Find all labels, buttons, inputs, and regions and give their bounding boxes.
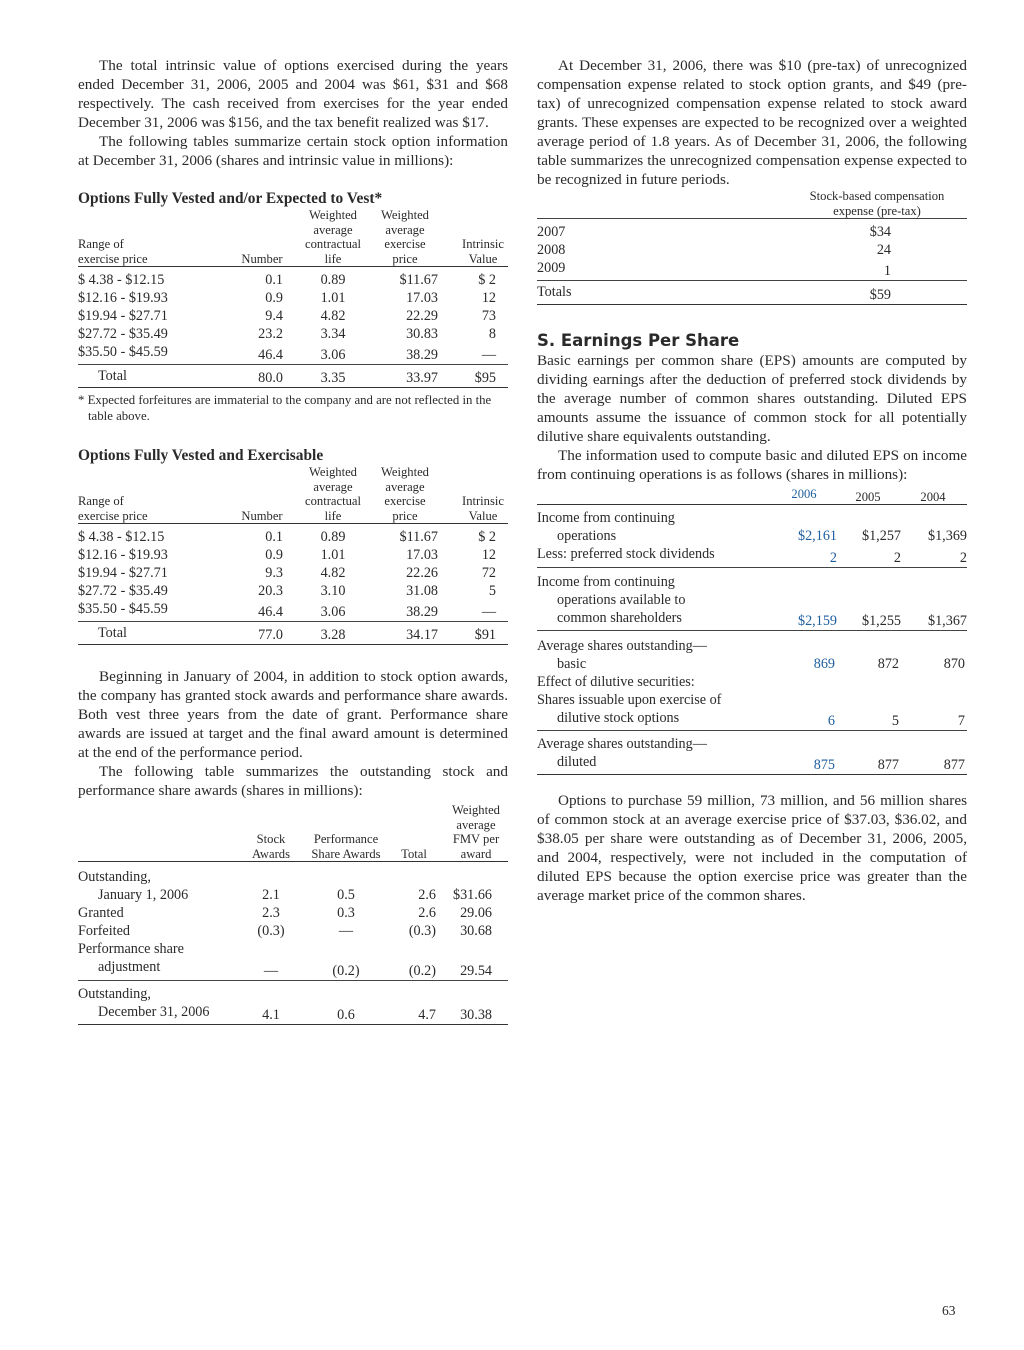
- table-cell: (0.3): [257, 923, 285, 939]
- table-cell: 3.10: [320, 583, 346, 599]
- table-cell: 31.08: [406, 583, 438, 599]
- table-cell: 22.29: [406, 308, 438, 324]
- table-cell: 12: [481, 290, 496, 306]
- table-cell: 4.82: [320, 565, 346, 581]
- compensation-expense-table: [537, 189, 967, 305]
- row-label: Outstanding,: [78, 986, 151, 1002]
- row-label: December 31, 2006: [98, 1004, 210, 1020]
- row-label: operations available to: [557, 592, 686, 608]
- table-cell: $59: [869, 287, 891, 303]
- row-label: Average shares outstanding—: [537, 736, 707, 752]
- table-cell: 2.6: [418, 887, 436, 903]
- table-cell: 0.1: [265, 529, 283, 545]
- row-label: January 1, 2006: [98, 887, 189, 903]
- table-cell: 0.3: [337, 905, 355, 921]
- table-cell: 870: [943, 656, 965, 672]
- table-cell: $11.67: [399, 529, 438, 545]
- table-cell: $1,367: [927, 613, 967, 629]
- table-cell: $ 4.38 - $12.15: [78, 529, 165, 545]
- table-cell: 30.38: [460, 1007, 492, 1023]
- row-label: basic: [557, 656, 587, 672]
- row-label: Effect of dilutive securities:: [537, 674, 695, 690]
- table-cell: 33.97: [406, 370, 438, 386]
- table-cell: 5: [488, 583, 496, 599]
- table-cell: 2: [829, 550, 837, 566]
- table-cell: 869: [813, 656, 835, 672]
- table-cell: —: [338, 923, 354, 939]
- table-cell: $11.67: [399, 272, 438, 288]
- row-label: Outstanding,: [78, 869, 151, 885]
- unrecognized-expense-paragraph: At December 31, 2006, there was $10 (pre-tax) of unrecognized compensation expense related to stock option grants, and $49 (pre-tax) of unrecognized compensation expense related to stock award grants. These expenses are expected to be recognized over a weighted average period of 1.8 years. As of December 31, 2006, the following table summarizes the unrecognized compensation expense expected to be recognized in future periods.: [537, 57, 967, 188]
- options-vested-exercisable-table: [78, 465, 508, 645]
- table-cell: 73: [481, 308, 496, 324]
- header-number: Number: [241, 251, 283, 266]
- row-label: Average shares outstanding—: [537, 638, 707, 654]
- table-cell: $1,257: [861, 528, 901, 544]
- table-cell: 875: [813, 757, 835, 773]
- table-cell: $31.66: [452, 887, 492, 903]
- table-cell: 9.3: [265, 565, 283, 581]
- table-cell: $12.16 - $19.93: [78, 290, 168, 306]
- table-cell: 80.0: [258, 370, 283, 386]
- eps-definition-paragraph: Basic earnings per common share (EPS) amounts are computed by dividing earnings after the deduction of preferred stock dividends by the average number of common shares outstanding. Diluted EPS amounts assume the issuance of common stock for all potentially dilutive share equivalents outstanding.: [537, 352, 967, 445]
- table-cell: 8: [488, 326, 496, 342]
- table-cell: 30.83: [406, 326, 438, 342]
- table-cell: 0.5: [337, 887, 355, 903]
- table-cell: 2: [959, 550, 967, 566]
- totals-label: Totals: [537, 284, 572, 300]
- table-cell: 38.29: [406, 604, 438, 620]
- table-cell: 38.29: [406, 347, 438, 363]
- total-label: Total: [98, 625, 127, 641]
- table-cell: $12.16 - $19.93: [78, 547, 168, 563]
- table-cell: 12: [481, 547, 496, 563]
- table-cell: 9.4: [265, 308, 283, 324]
- total-label: Total: [98, 368, 127, 384]
- header-range: Range of exercise price: [78, 237, 148, 266]
- table-cell: 2.3: [262, 905, 280, 921]
- table-cell: 4.1: [262, 1007, 280, 1023]
- awards-table-intro: The following table summarizes the outstanding stock and performance share awards (shares in millions):: [78, 763, 508, 799]
- table-cell: 877: [877, 757, 899, 773]
- table-cell: $ 2: [478, 272, 496, 288]
- right-column: [537, 56, 967, 905]
- header-value: Intrinsic Value: [462, 237, 504, 266]
- table-cell: 0.9: [265, 290, 283, 306]
- left-column: [78, 56, 508, 1025]
- row-label: Granted: [78, 905, 124, 921]
- table-cell: 17.03: [406, 547, 438, 563]
- table-cell: 17.03: [406, 290, 438, 306]
- table-cell: 46.4: [258, 604, 283, 620]
- table-cell: $2,161: [797, 528, 837, 544]
- table-cell: 2.1: [262, 887, 280, 903]
- table-cell: $1,255: [861, 613, 901, 629]
- table-cell: 1.01: [320, 547, 346, 563]
- header-total: Total: [401, 846, 427, 861]
- table-cell: 1.01: [320, 290, 346, 306]
- header-price: Weighted average exercise price: [381, 465, 429, 523]
- table-cell: $91: [474, 627, 496, 643]
- table-cell: 34.17: [406, 627, 438, 643]
- table2-title: Options Fully Vested and Exercisable: [78, 447, 324, 464]
- table-cell: $27.72 - $35.49: [78, 326, 168, 342]
- header-performance-awards: Performance Share Awards: [311, 832, 381, 861]
- table-cell: $35.50 - $45.59: [78, 601, 168, 617]
- table-cell: 0.89: [320, 529, 346, 545]
- section-title: S. Earnings Per Share: [537, 331, 740, 350]
- header-fmv: Weighted average FMV per award: [452, 803, 500, 861]
- table-cell: 46.4: [258, 347, 283, 363]
- year-2005-header: 2005: [855, 489, 881, 504]
- table-cell: 5: [891, 713, 899, 729]
- row-label: Income from continuing: [537, 574, 675, 590]
- table-cell: $34: [869, 224, 891, 240]
- table-cell: $2,159: [797, 613, 837, 629]
- table-cell: 7: [957, 713, 965, 729]
- table-cell: 29.54: [460, 963, 492, 979]
- table-cell: 872: [877, 656, 899, 672]
- table1-footnote: * Expected forfeitures are immaterial to the company and are not reflected in the table above.: [78, 393, 492, 423]
- table-cell: 3.34: [320, 326, 346, 342]
- table-cell: —: [481, 347, 496, 363]
- table-cell: —: [481, 604, 496, 620]
- header-life: Weighted average contractual life: [305, 208, 361, 266]
- stock-awards-paragraph: Beginning in January of 2004, in addition to stock option awards, the company has granted stock awards and performance share awards. Both vest three years from the date of grant. Performance share awards are issued at target and the final award amount is determined at the end of the performance period.: [78, 668, 508, 761]
- table-cell: 2: [893, 550, 901, 566]
- header-stock-awards: Stock Awards: [251, 832, 290, 861]
- table-cell: 77.0: [258, 627, 283, 643]
- row-label: common shareholders: [557, 610, 682, 626]
- table-cell: (0.3): [408, 923, 436, 939]
- table-cell: —: [263, 963, 279, 979]
- year-cell: 2009: [537, 260, 566, 276]
- header-life: Weighted average contractual life: [305, 465, 361, 523]
- table-cell: $27.72 - $35.49: [78, 583, 168, 599]
- table-cell: $19.94 - $27.71: [78, 308, 168, 324]
- row-label: Income from continuing: [537, 510, 675, 526]
- year-cell: 2008: [537, 242, 566, 258]
- header-number: Number: [241, 508, 283, 523]
- table-cell: 4.82: [320, 308, 346, 324]
- table-cell: 0.89: [320, 272, 346, 288]
- table-cell: 1: [883, 263, 891, 279]
- eps-intro-paragraph: The information used to compute basic and diluted EPS on income from continuing operations is as follows (shares in millions):: [537, 447, 967, 483]
- table-cell: 22.26: [406, 565, 438, 581]
- table1-title: Options Fully Vested and/or Expected to Vest*: [78, 190, 383, 207]
- table-cell: 3.06: [320, 604, 346, 620]
- table-cell: 3.28: [320, 627, 346, 643]
- stock-performance-awards-table: [78, 803, 508, 1025]
- header-value: Intrinsic Value: [462, 494, 504, 523]
- table-cell: 877: [943, 757, 965, 773]
- table-cell: $35.50 - $45.59: [78, 344, 168, 360]
- table-cell: $95: [474, 370, 496, 386]
- year-cell: 2007: [537, 224, 566, 240]
- table-cell: 4.7: [418, 1007, 436, 1023]
- table-cell: 20.3: [258, 583, 283, 599]
- table-cell: 0.1: [265, 272, 283, 288]
- table-cell: 6: [827, 713, 835, 729]
- eps-table: [537, 484, 967, 775]
- table-cell: 2.6: [418, 905, 436, 921]
- table-cell: 0.6: [337, 1007, 355, 1023]
- header-stock-comp: Stock-based compensation expense (pre-tax): [809, 189, 945, 218]
- year-2006-header: 2006: [791, 487, 817, 501]
- table-cell: (0.2): [408, 963, 436, 979]
- row-label: operations: [557, 528, 617, 544]
- table-cell: $ 4.38 - $12.15: [78, 272, 165, 288]
- table-cell: (0.2): [332, 963, 360, 979]
- intrinsic-value-paragraph: The total intrinsic value of options exercised during the years ended December 31, 2006, 2005 and 2004 was $61, $31 and $68 respectively. The cash received from exercises for the year ended December 31, 2006 was $156, and the tax benefit realized was $17.: [78, 57, 508, 131]
- table-cell: 24: [876, 242, 891, 258]
- table-cell: $1,369: [927, 528, 967, 544]
- row-label: adjustment: [98, 959, 161, 975]
- antidilutive-options-paragraph: Options to purchase 59 million, 73 million, and 56 million shares of common stock at an average exercise price of $37.03, $36.02, and $38.05 per share were outstanding as of December 31, 2006, 2005, and 2004, respectively, were not included in the computation of diluted EPS because the option exercise price was greater than the average market price of the common shares.: [537, 792, 967, 904]
- table-cell: 0.9: [265, 547, 283, 563]
- row-label: Forfeited: [78, 923, 131, 939]
- row-label: Performance share: [78, 941, 184, 957]
- table-cell: $19.94 - $27.71: [78, 565, 168, 581]
- table-cell: $ 2: [478, 529, 496, 545]
- row-label: dilutive stock options: [557, 710, 680, 726]
- table-cell: 23.2: [258, 326, 283, 342]
- table-cell: 29.06: [460, 905, 492, 921]
- header-price: Weighted average exercise price: [381, 208, 429, 266]
- row-label: Less: preferred stock dividends: [537, 546, 715, 562]
- row-label: Shares issuable upon exercise of: [537, 692, 722, 708]
- tables-intro-paragraph: The following tables summarize certain stock option information at December 31, 2006 (shares and intrinsic value in millions):: [78, 133, 508, 169]
- table-cell: 72: [481, 565, 496, 581]
- header-range: Range of exercise price: [78, 494, 148, 523]
- options-vested-expected-table: [78, 208, 508, 388]
- table-cell: 3.35: [320, 370, 346, 386]
- table-cell: 30.68: [460, 923, 492, 939]
- year-2004-header: 2004: [920, 489, 946, 504]
- page-number: 63: [942, 1303, 956, 1318]
- table-cell: 3.06: [320, 347, 346, 363]
- row-label: diluted: [557, 754, 597, 770]
